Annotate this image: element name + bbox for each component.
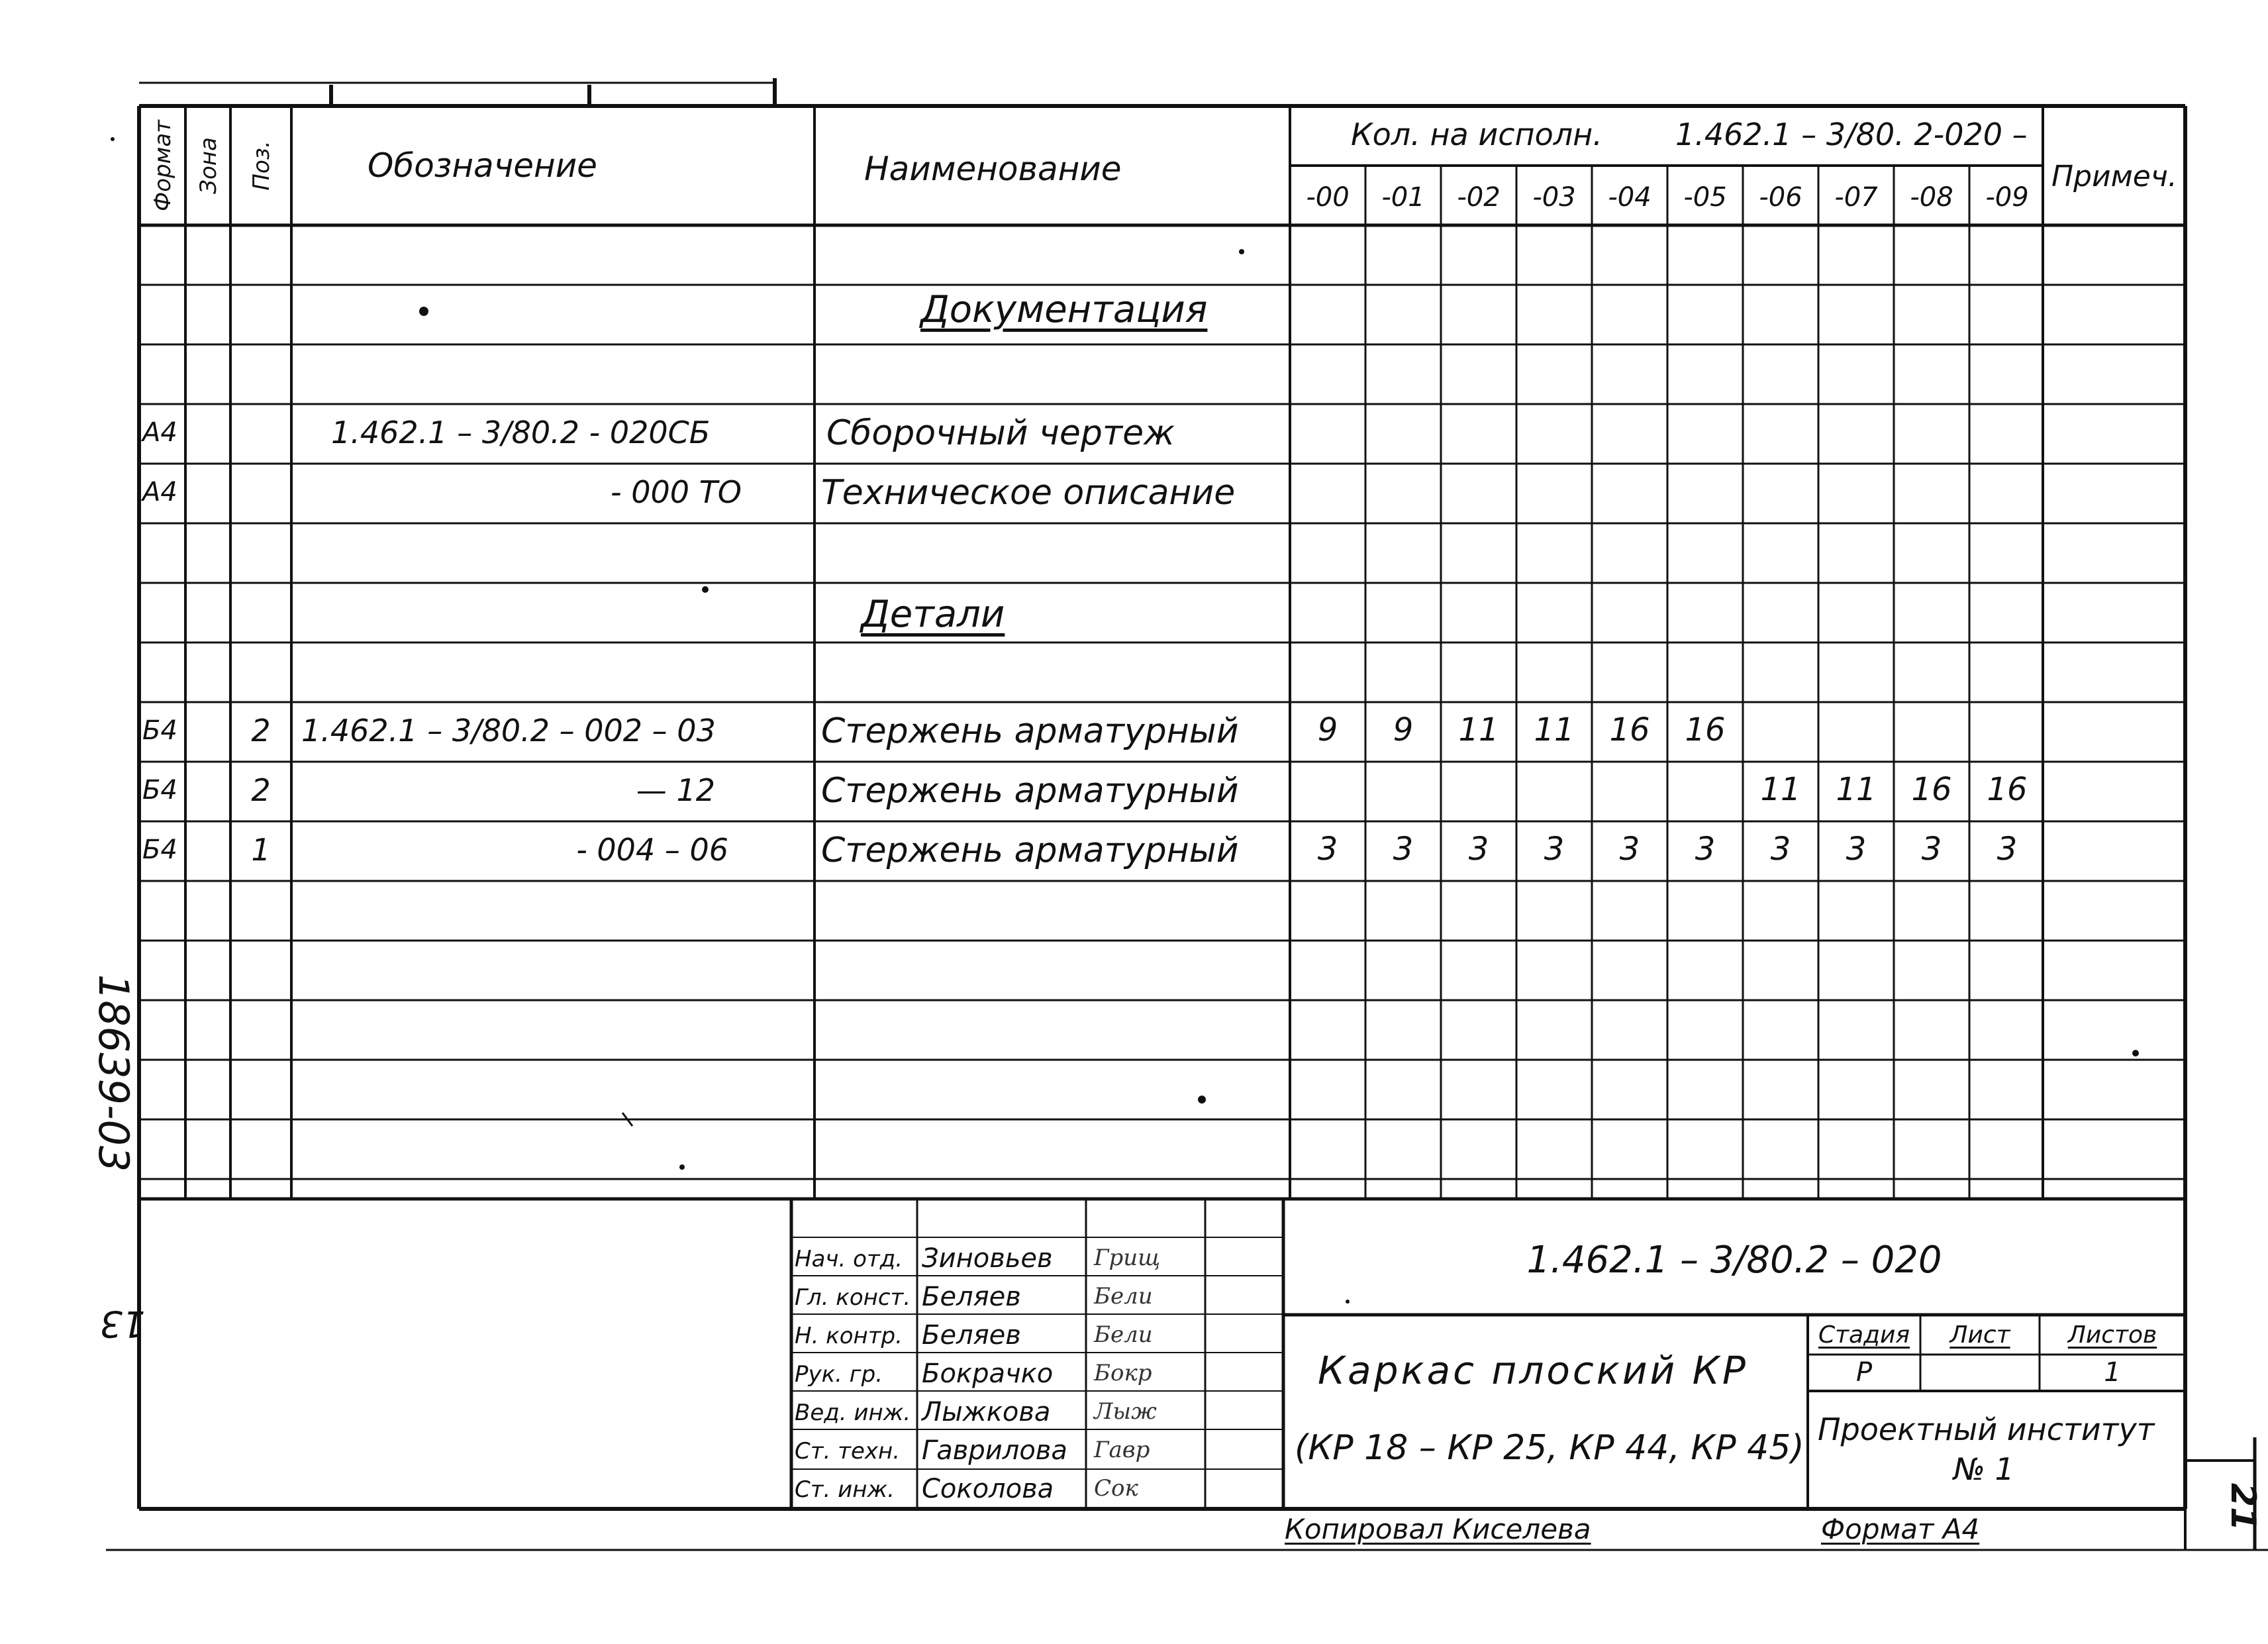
role-label: Гл. конст. <box>795 1284 911 1311</box>
signature: Гавр <box>1094 1437 1150 1463</box>
qty-cell: 3 <box>1393 831 1414 868</box>
qty-cell: 16 <box>1987 771 2028 808</box>
variant-header: -09 <box>1985 182 2029 213</box>
qty-cell: 11 <box>1534 711 1575 748</box>
person-name: Беляев <box>922 1282 1021 1312</box>
header-qty-code: 1.462.1 – 3/80. 2-020 – <box>1675 117 2028 152</box>
header-pos: Поз. <box>248 140 275 191</box>
row-pos: 2 <box>251 713 271 748</box>
qty-cell: 11 <box>1760 771 1801 808</box>
section-heading-parts: Детали <box>861 593 1005 636</box>
qty-cell: 9 <box>1393 711 1414 748</box>
row-pos: 2 <box>251 772 271 808</box>
variant-header: -07 <box>1834 182 1878 213</box>
row-name: Стержень арматурный <box>821 771 1239 811</box>
organization-line1: Проектный институт <box>1818 1412 2155 1447</box>
qty-cell: 3 <box>1921 831 1942 868</box>
document-code: 1.462.1 – 3/80.2 – 020 <box>1526 1239 1942 1282</box>
organization-line2: № 1 <box>1953 1451 2014 1487</box>
qty-cell: 3 <box>1695 831 1716 868</box>
role-label: Ст. техн. <box>795 1438 901 1464</box>
side-page-number: 13 <box>99 1303 146 1345</box>
qty-cell: 3 <box>1846 831 1867 868</box>
row-name: Стержень арматурный <box>821 831 1239 870</box>
role-label: Н. контр. <box>795 1323 903 1349</box>
qty-cell: 3 <box>1468 831 1489 868</box>
person-name: Беляев <box>922 1320 1021 1351</box>
row-name: Стержень арматурный <box>821 711 1239 751</box>
role-label: Ст. инж. <box>795 1476 895 1503</box>
stage-value: Р <box>1855 1357 1873 1388</box>
qty-cell: 3 <box>1770 831 1791 868</box>
sheets-label: Листов <box>2067 1321 2157 1349</box>
role-label: Вед. инж. <box>795 1400 911 1426</box>
person-name: Соколова <box>922 1474 1054 1504</box>
drawing-title-line1: Каркас плоский КР <box>1318 1348 1748 1393</box>
qty-cell: 16 <box>1685 711 1726 748</box>
variant-header: -08 <box>1910 182 1953 213</box>
qty-cell: 3 <box>1544 831 1565 868</box>
row-format: Б4 <box>142 775 177 805</box>
variant-header: -05 <box>1683 182 1727 213</box>
drawing-title-line2: (КР 18 – КР 25, КР 44, КР 45) <box>1295 1428 1804 1468</box>
qty-cell: 3 <box>1619 831 1640 868</box>
signature: Сок <box>1094 1475 1138 1502</box>
section-heading-documentation: Документация <box>920 288 1208 331</box>
qty-cell: 9 <box>1317 711 1338 748</box>
qty-cell: 16 <box>1911 771 1952 808</box>
row-name: Техническое описание <box>821 473 1236 513</box>
signature: Бокр <box>1094 1360 1152 1386</box>
person-name: Бокрачко <box>922 1359 1054 1389</box>
qty-cell: 16 <box>1609 711 1650 748</box>
qty-cell: 3 <box>1997 831 2018 868</box>
row-format: А4 <box>142 477 177 507</box>
header-name: Наименование <box>864 150 1122 188</box>
signature: Лыж <box>1094 1398 1157 1425</box>
row-format: Б4 <box>142 715 177 746</box>
qty-cell: 3 <box>1317 831 1338 868</box>
signature: Бели <box>1094 1321 1153 1348</box>
person-name: Гаврилова <box>922 1435 1067 1466</box>
header-note: Примеч. <box>2051 160 2177 193</box>
row-name: Сборочный чертеж <box>826 413 1175 453</box>
page-number: 21 <box>2223 1482 2263 1531</box>
qty-cell: 11 <box>1836 771 1877 808</box>
page-number-box <box>2185 1461 2263 1553</box>
variant-header: -03 <box>1532 182 1576 213</box>
person-name: Лыжкова <box>922 1397 1051 1427</box>
row-format: А4 <box>142 417 177 448</box>
paper-format: Формат А4 <box>1821 1513 1980 1545</box>
row-pos: 1 <box>251 832 271 868</box>
row-designation: — 12 <box>636 772 715 808</box>
header-format: Формат <box>150 120 176 211</box>
role-label: Рук. гр. <box>795 1361 883 1388</box>
row-format: Б4 <box>142 835 177 865</box>
variant-header: -00 <box>1306 182 1350 213</box>
variant-header: -04 <box>1608 182 1652 213</box>
row-designation: - 000 ТО <box>611 474 742 510</box>
row-designation: - 004 – 06 <box>576 832 728 868</box>
header-zone: Зона <box>195 137 222 194</box>
qty-cell: 11 <box>1458 711 1499 748</box>
variant-header: -01 <box>1381 182 1425 213</box>
signature: Бели <box>1094 1283 1153 1310</box>
header-qty-title: Кол. на исполн. <box>1351 117 1602 152</box>
signature: Грищ <box>1094 1245 1161 1271</box>
sheet-label: Лист <box>1949 1321 2010 1349</box>
role-label: Нач. отд. <box>795 1246 903 1272</box>
side-stamp-number: 18639-03 <box>89 974 138 1172</box>
row-designation: 1.462.1 – 3/80.2 – 002 – 03 <box>301 713 716 748</box>
variant-header: -02 <box>1457 182 1501 213</box>
left-margin-stamps <box>0 0 146 1391</box>
stage-label: Стадия <box>1818 1321 1910 1349</box>
person-name: Зиновьев <box>922 1243 1053 1274</box>
row-designation: 1.462.1 – 3/80.2 - 020СБ <box>331 415 711 450</box>
sheets-value: 1 <box>2104 1357 2121 1388</box>
header-designation: Обозначение <box>368 146 597 185</box>
copied-by: Копировал Киселева <box>1285 1513 1591 1545</box>
variant-header: -06 <box>1759 182 1802 213</box>
